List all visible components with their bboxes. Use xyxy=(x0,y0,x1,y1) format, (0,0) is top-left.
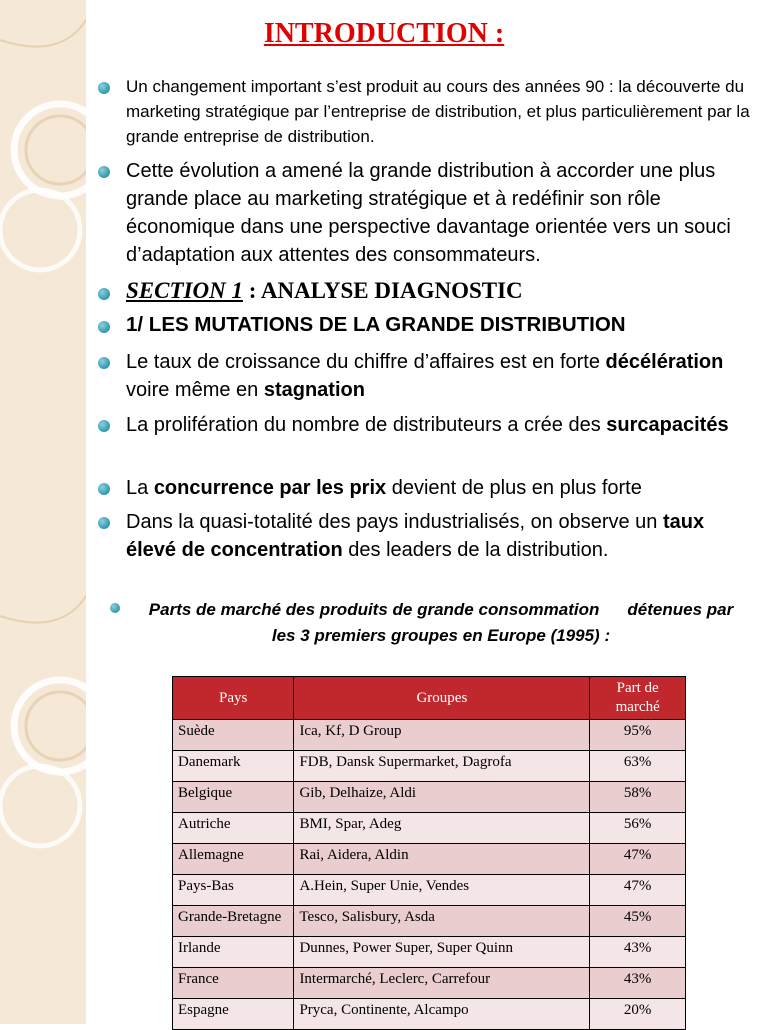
cell-groupes: Dunnes, Power Super, Super Quinn xyxy=(294,937,590,968)
intro-paragraph xyxy=(126,74,756,149)
text-bold: taux élevé de concentration xyxy=(126,511,705,561)
text-part: devient de plus en plus forte xyxy=(386,477,642,499)
cell-groupes: Ica, Kf, D Group xyxy=(294,720,590,751)
text-part: voire même en xyxy=(126,379,264,401)
section-separator: : xyxy=(242,278,261,303)
cell-groupes: A.Hein, Super Unie, Vendes xyxy=(294,875,590,906)
table-row xyxy=(173,875,686,906)
cell-part: 58% xyxy=(590,782,686,813)
cell-part: 47% xyxy=(590,844,686,875)
bullet-dot-icon xyxy=(98,483,110,495)
decorative-strip xyxy=(0,576,86,1024)
table-caption xyxy=(136,597,746,649)
bullet-dot-icon xyxy=(98,357,110,369)
column-header-part: Part de marché xyxy=(590,677,686,720)
cell-pays: Irlande xyxy=(173,937,294,968)
bullet-dot-icon xyxy=(98,288,110,300)
text-bold: concurrence par les prix xyxy=(153,477,387,499)
text-bold: décélération xyxy=(605,351,724,373)
cell-groupes: Gib, Delhaize, Aldi xyxy=(294,782,590,813)
table-row xyxy=(173,813,686,844)
evolution-paragraph: Cette évolution a amené la grande distribution à accorder une plus grande place au marketing stratégique et à redéfinir son rôle économique dans une perspective davantage orientée vers un souci d’adaptation aux attentes des consommateurs. xyxy=(126,160,731,266)
table-row xyxy=(173,906,686,937)
table-row xyxy=(173,937,686,968)
cell-pays: Autriche xyxy=(173,813,294,844)
cell-pays: Suède xyxy=(173,720,294,751)
decorative-strip xyxy=(0,0,86,576)
slide-title: INTRODUCTION : xyxy=(263,18,505,49)
bullet-dot-icon xyxy=(98,321,110,333)
section-heading xyxy=(126,278,756,304)
cell-pays: Pays-Bas xyxy=(173,875,294,906)
bullet-dot-icon xyxy=(98,420,110,432)
cell-pays: France xyxy=(173,968,294,999)
cell-part: 45% xyxy=(590,906,686,937)
table-row xyxy=(173,751,686,782)
proliferation-paragraph xyxy=(126,411,756,439)
cell-part: 43% xyxy=(590,937,686,968)
text-part: des leaders de la distribution. xyxy=(342,539,609,561)
cell-groupes: BMI, Spar, Adeg xyxy=(294,813,590,844)
intro-text: Un changement important s’est produit au cours des années 90 : la découverte du marketing stratégique par l’entreprise de distribution, et plus particulièrement par la grande entreprise de distribution. xyxy=(126,77,750,146)
cell-pays: Danemark xyxy=(173,751,294,782)
bullet-dot-icon xyxy=(98,166,110,178)
table-header-row xyxy=(173,677,686,720)
cell-groupes: Tesco, Salisbury, Asda xyxy=(294,906,590,937)
cell-part: 63% xyxy=(590,751,686,782)
cell-groupes: Rai, Aidera, Aldin xyxy=(294,844,590,875)
section-label: SECTION 1 xyxy=(126,278,243,303)
section-title: ANALYSE DIAGNOSTIC xyxy=(260,278,523,303)
cell-part: 56% xyxy=(590,813,686,844)
cell-groupes: Pryca, Continente, Alcampo xyxy=(294,999,590,1030)
column-header-groupes: Groupes xyxy=(294,677,590,720)
bullet-dot-icon xyxy=(98,517,110,529)
caption-part: détenues par les 3 premiers groupes en Europe (1995) : xyxy=(271,600,734,645)
text-part: La prolifération du nombre de distributeurs a crée des xyxy=(126,414,607,436)
mutations-heading: 1/ LES MUTATIONS DE LA GRANDE DISTRIBUTION xyxy=(126,313,626,336)
column-header-pays: Pays xyxy=(173,677,294,720)
caption-part: Parts de marché des produits de grande consommation xyxy=(148,600,600,619)
table-row xyxy=(173,782,686,813)
text-part: Le taux de croissance du chiffre d’affaires est en forte xyxy=(126,351,606,373)
text-bold: stagnation xyxy=(263,379,365,401)
cell-pays: Allemagne xyxy=(173,844,294,875)
market-share-table xyxy=(172,676,686,1030)
decorative-rings-icon xyxy=(0,576,86,1024)
bullet-dot-icon xyxy=(98,82,110,94)
cell-pays: Espagne xyxy=(173,999,294,1030)
cell-groupes: FDB, Dansk Supermarket, Dagrofa xyxy=(294,751,590,782)
cell-part: 47% xyxy=(590,875,686,906)
cell-part: 43% xyxy=(590,968,686,999)
cell-part: 20% xyxy=(590,999,686,1030)
text-part: Dans la quasi-totalité des pays industrialisés, on observe un xyxy=(126,511,663,533)
text-part: La xyxy=(126,477,154,499)
cell-pays: Grande-Bretagne xyxy=(173,906,294,937)
table-row xyxy=(173,844,686,875)
concentration-paragraph xyxy=(126,508,756,564)
table-row xyxy=(173,968,686,999)
competition-paragraph xyxy=(126,474,756,502)
cell-groupes: Intermarché, Leclerc, Carrefour xyxy=(294,968,590,999)
cell-part: 95% xyxy=(590,720,686,751)
decorative-rings-icon xyxy=(0,0,86,576)
bullet-dot-icon xyxy=(110,603,120,613)
table-row xyxy=(173,999,686,1030)
text-bold: surcapacités xyxy=(606,414,729,436)
cell-pays: Belgique xyxy=(173,782,294,813)
table-row xyxy=(173,720,686,751)
growth-paragraph xyxy=(126,348,756,404)
